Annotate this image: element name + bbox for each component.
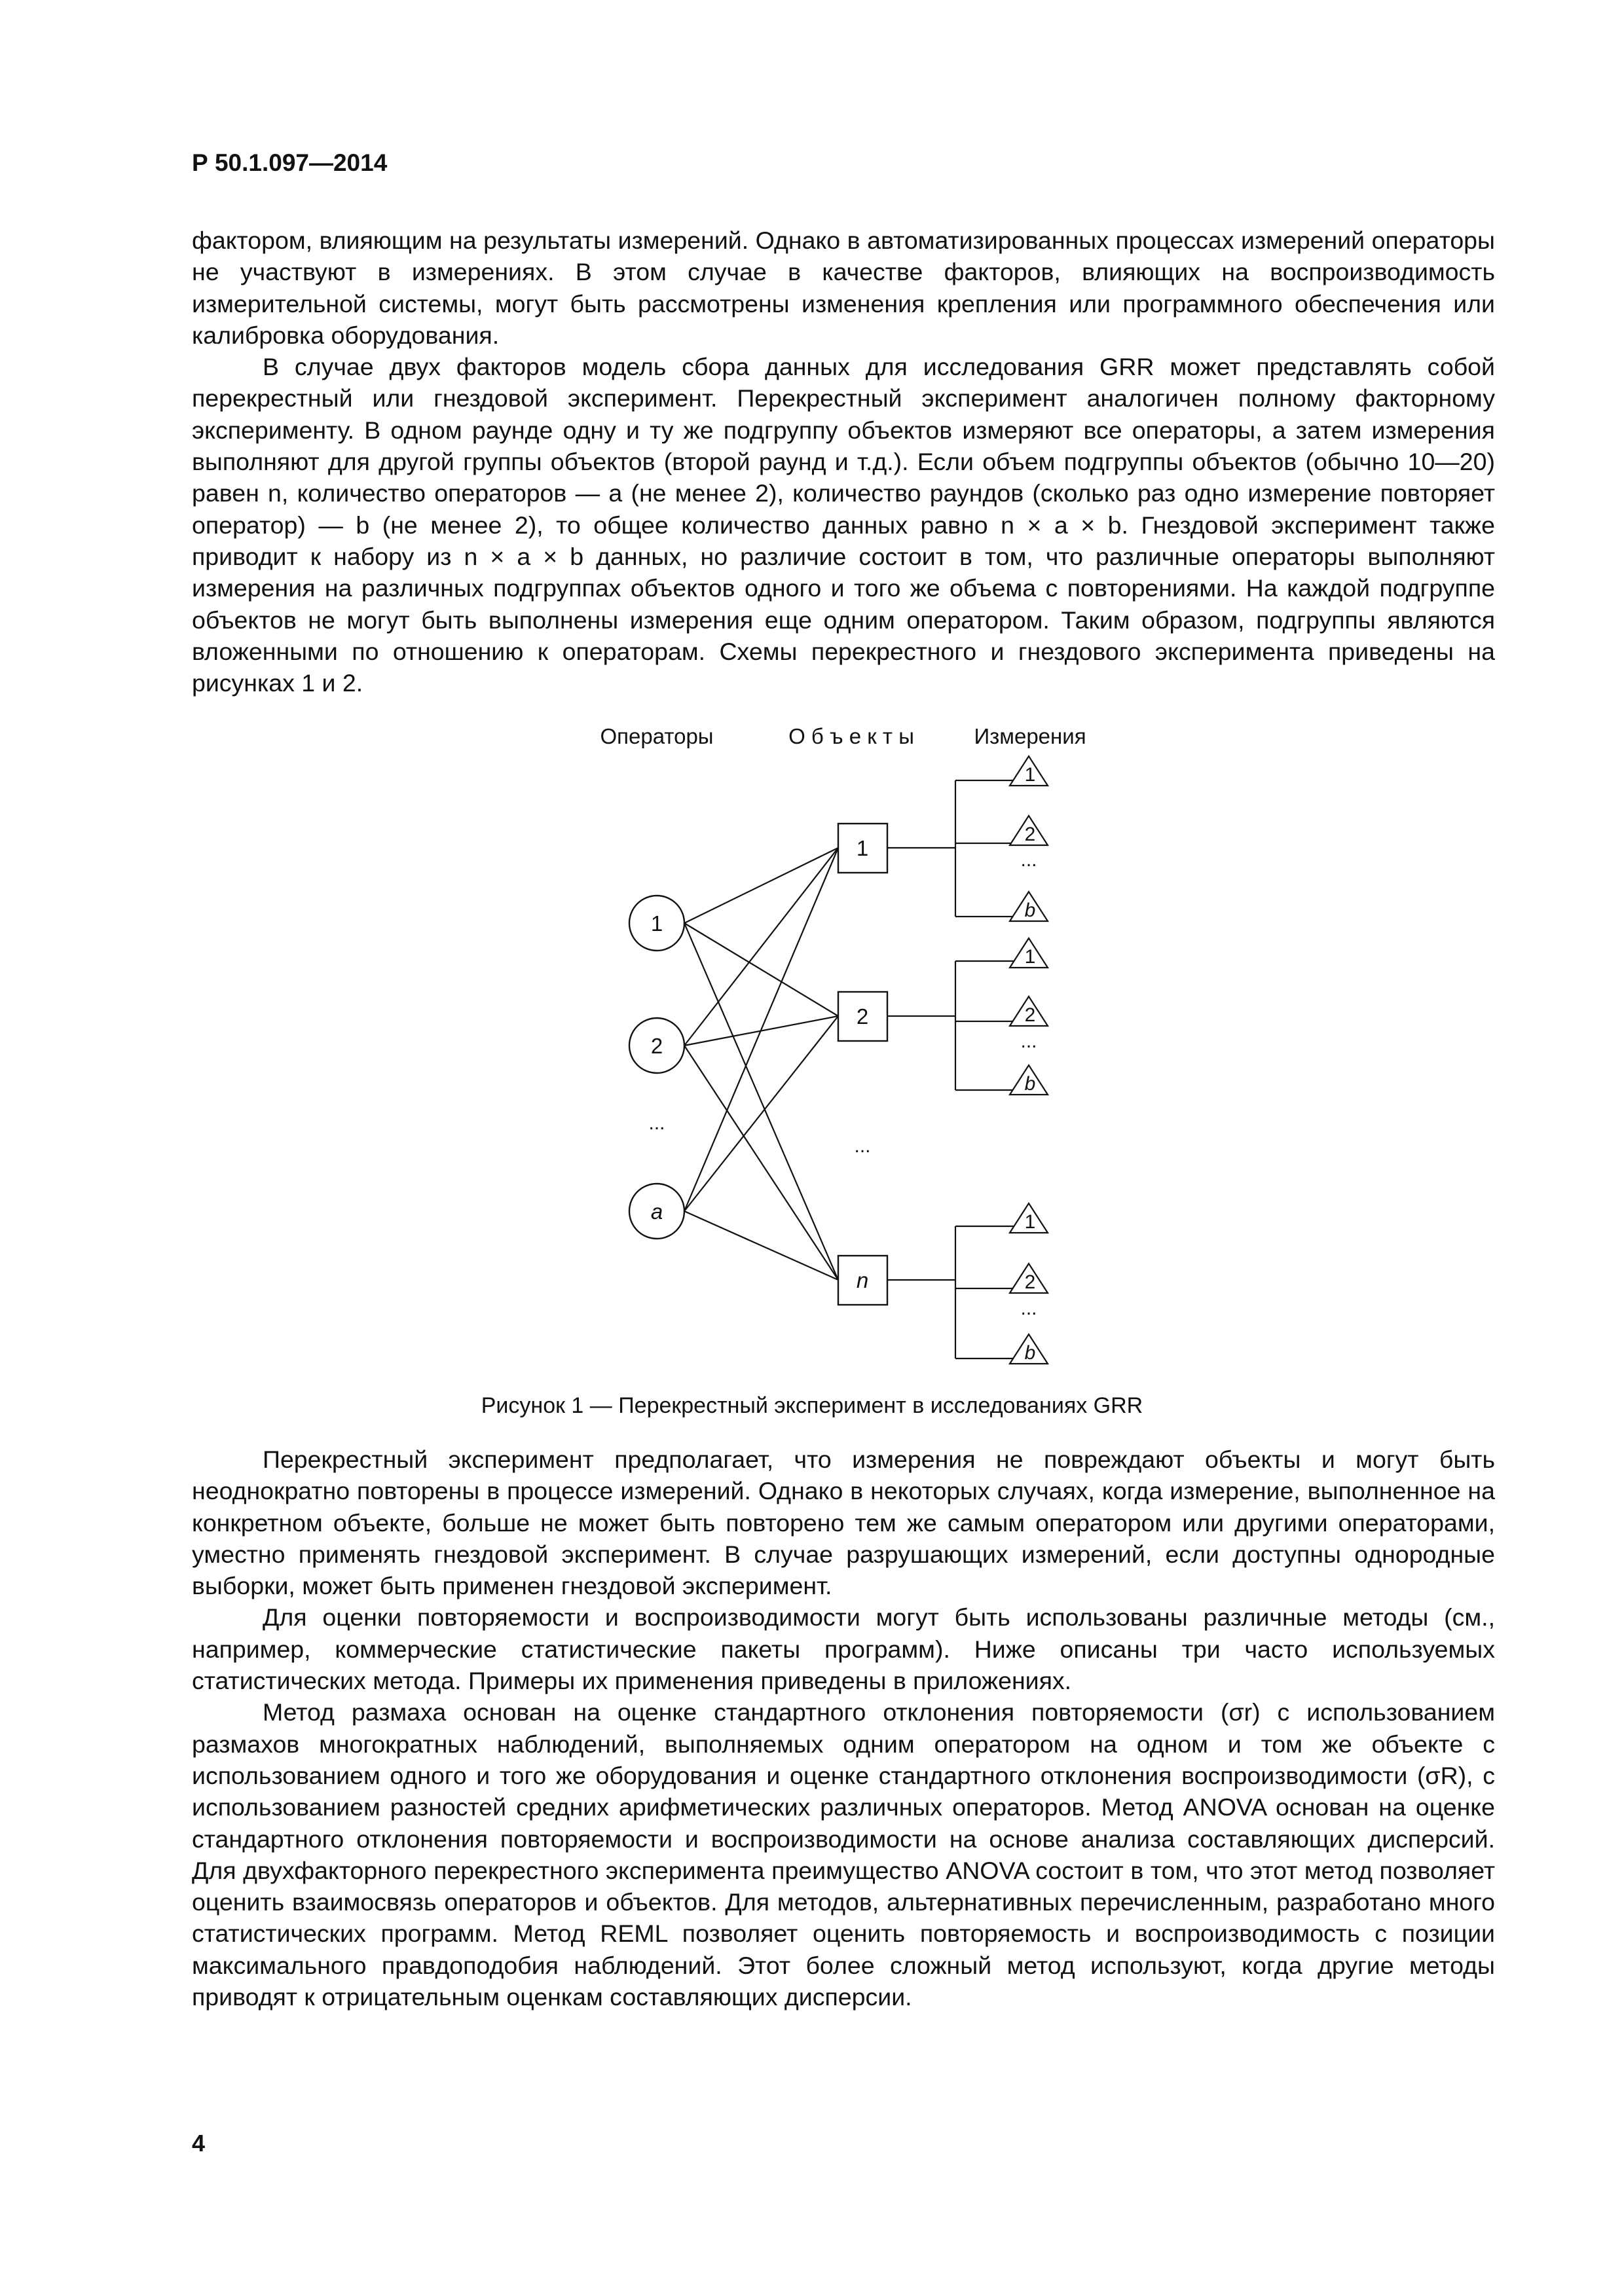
objects-ellipsis: ... bbox=[854, 1135, 871, 1157]
measurements-ellipsis: ... bbox=[1020, 1030, 1037, 1052]
measurement-node bbox=[1010, 996, 1048, 1026]
measurement-label: b bbox=[1024, 900, 1036, 921]
object-label: n bbox=[856, 1268, 869, 1292]
object-label: 2 bbox=[856, 1004, 869, 1029]
diagram-svg bbox=[576, 720, 1113, 1394]
measurement-node bbox=[1010, 1264, 1048, 1293]
header-operators: Операторы bbox=[600, 724, 714, 748]
text-block-bottom bbox=[192, 1444, 1495, 2013]
measurement-node bbox=[1010, 816, 1048, 845]
figure-caption: Рисунок 1 — Перекрестный эксперимент в исследованиях GRR bbox=[481, 1393, 1143, 1418]
paragraph: В случае двух факторов модель сбора данных для исследования GRR может представлять собой перекрестный или гнездовой эксперимент. Перекрестный эксперимент аналогичен полному факторному эксперименту. В одном раунде одну и ту же подгруппу объектов измеряют все операторы, а затем измерения выполняют для другой группы объектов (второй раунд и т.д.). Если объем подгруппы объектов (обычно 10—20) равен n, количество операторов — a (не менее 2), количество раундов (сколько раз одно измерение повторяет оператор) — b (не менее 2), то общее количество данных равно n × a × b. Гнездовой эксперимент также приводит к набору из n × a × b данных, но различие состоит в том, что различные операторы выполняют измерения на различных подгруппах объектов одного и того же объема с повторениями. На каждой подгруппе объектов не могут быть выполнены измерения еще одним оператором. Таким образом, подгруппы являются вложенными по отношению к операторам. Схемы перекрестного и гнездового эксперимента приведены на рисунках 1 и 2. bbox=[192, 353, 1495, 697]
operator-object-connections bbox=[684, 848, 838, 1280]
operator-label: 2 bbox=[650, 1034, 663, 1058]
measurement-label: 1 bbox=[1024, 946, 1036, 968]
operators-ellipsis: ... bbox=[648, 1112, 665, 1134]
object-node bbox=[838, 992, 887, 1041]
measurements-ellipsis: ... bbox=[1020, 1298, 1037, 1319]
operator-node bbox=[629, 1184, 684, 1239]
measurement-node bbox=[1010, 892, 1048, 921]
document-code: Р 50.1.097—2014 bbox=[192, 149, 388, 176]
operator-label: 1 bbox=[650, 911, 663, 936]
text-block-top bbox=[192, 225, 1495, 699]
measurement-node bbox=[1010, 938, 1048, 968]
header-measurements: Измерения bbox=[974, 724, 1086, 748]
measurement-node bbox=[1010, 1065, 1048, 1095]
paragraph: Для оценки повторяемости и воспроизводимости могут быть использованы различные методы (см., например, коммерческие статистические пакеты программ). Ниже описаны три часто используемых статистических метода. Примеры их применения приведены в приложениях. bbox=[192, 1603, 1495, 1695]
measurement-node bbox=[1010, 1334, 1048, 1364]
paragraph: Перекрестный эксперимент предполагает, что измерения не повреждают объекты и могут быть неоднократно повторены в процессе измерений. Однако в некоторых случаях, когда измерение, выполненное на конкретном объекте, больше не может быть повторено тем же самым оператором или другими операторами, уместно применять гнездовой эксперимент. В случае разрушающих измерений, если доступны однородные выборки, может быть применен гнездовой эксперимент. bbox=[192, 1446, 1495, 1600]
measurement-label: 1 bbox=[1024, 764, 1036, 786]
object-node bbox=[838, 1256, 887, 1305]
measurement-label: 2 bbox=[1024, 824, 1036, 845]
figure-crossed-experiment bbox=[576, 720, 1113, 1394]
operator-node bbox=[629, 1018, 684, 1073]
measurement-label: 2 bbox=[1024, 1271, 1036, 1293]
measurement-label: b bbox=[1024, 1342, 1036, 1364]
measurements-ellipsis: ... bbox=[1020, 849, 1037, 871]
measurement-label: b bbox=[1024, 1073, 1036, 1095]
measurement-node bbox=[1010, 756, 1048, 786]
operator-label: a bbox=[650, 1199, 663, 1224]
paragraph: Метод размаха основан на оценке стандартного отклонения повторяемости (σr) с использованием размахов многократных наблюдений, выполняемых одним оператором на одном и том же объекте с использованием одного и того же оборудования и оценке стандартного отклонения воспроизводимости (σR), с использованием разностей средних арифметических различных операторов. Метод ANOVA основан на оценке стандартного отклонения повторяемости и воспроизводимости на основе анализа составляющих дисперсий. Для двухфакторного перекрестного эксперимента преимущество ANOVA состоит в том, что этот метод позволяет оценить взаимосвязь операторов и объектов. Для методов, альтернативных перечисленным, разработано много статистических программ. Метод REML позволяет оценить повторяемость и воспроизводимость с позиции максимального правдоподобия наблюдений. Этот более сложный метод используют, когда другие методы приводят к отрицательным оценкам составляющих дисперсии. bbox=[192, 1698, 1495, 2011]
measurement-label: 1 bbox=[1024, 1211, 1036, 1233]
page-number: 4 bbox=[192, 2130, 206, 2157]
measurement-node bbox=[1010, 1203, 1048, 1233]
object-label: 1 bbox=[856, 836, 869, 860]
paragraph: фактором, влияющим на результаты измерений. Однако в автоматизированных процессах измерений операторы не участвуют в измерениях. В этом случае в качестве факторов, влияющих на воспроизводимость измерительной системы, могут быть рассмотрены изменения крепления или программного обеспечения или калибровка оборудования. bbox=[192, 227, 1495, 349]
measurement-brackets bbox=[887, 780, 1015, 1358]
operator-node bbox=[629, 896, 684, 951]
header-objects: О б ъ е к т ы bbox=[788, 724, 914, 748]
measurement-label: 2 bbox=[1024, 1004, 1036, 1026]
object-node bbox=[838, 824, 887, 873]
